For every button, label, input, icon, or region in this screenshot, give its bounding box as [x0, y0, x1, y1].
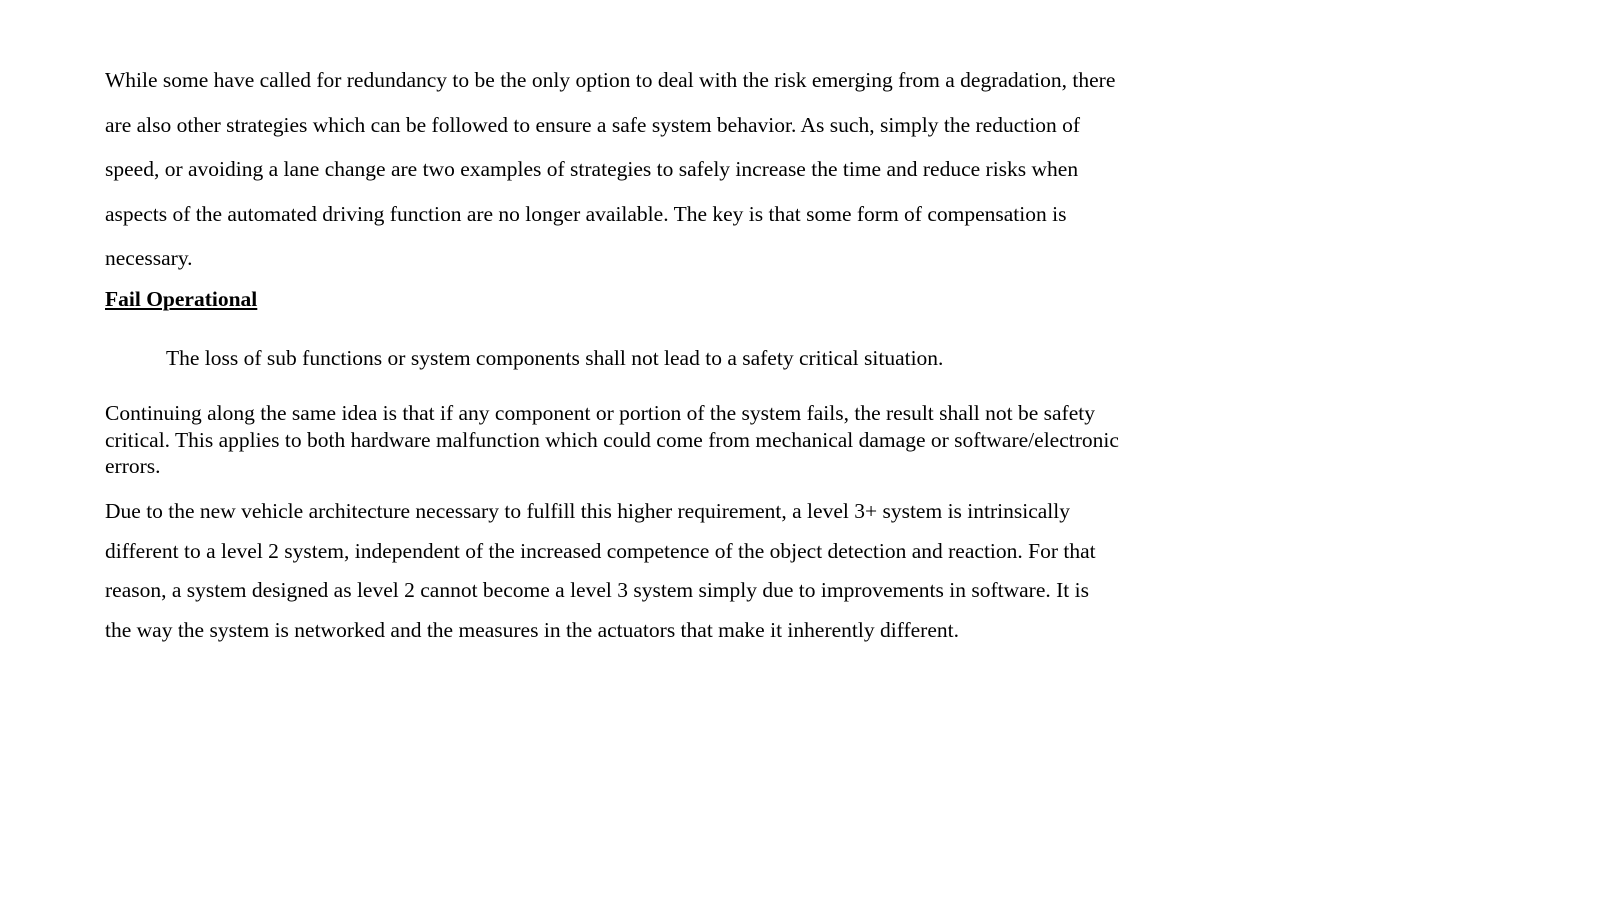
text-line: are also other strategies which can be followed to ensure a safe system behavior. As such, simply the reduction of [105, 112, 1080, 137]
text-line: Due to the new vehicle architecture necessary to fulfill this higher requirement, a level 3+ system is intrinsically [105, 499, 1070, 523]
definition-quote: The loss of sub functions or system components shall not lead to a safety critical situation. [166, 346, 944, 370]
text-line: necessary. [105, 246, 193, 270]
text-line: speed, or avoiding a lane change are two examples of strategies to safely increase the time and reduce risks when [105, 157, 1079, 181]
text-line: critical. This applies to both hardware malfunction which could come from mechanical damage or software/electronic [105, 427, 1119, 452]
paragraph-component-failure [105, 400, 1225, 480]
text-line: the way the system is networked and the measures in the actuators that make it inherently different. [105, 617, 959, 642]
text-line: errors. [105, 454, 161, 478]
text-line: While some have called for redundancy to be the only option to deal with the risk emerging from a degradation, there [105, 68, 1116, 92]
section-heading-fail-operational: Fail Operational [105, 287, 258, 311]
text-line: aspects of the automated driving function are no longer available. The key is that some form of compensation is [105, 201, 1067, 226]
text-line: different to a level 2 system, independent of the increased competence of the object detection and reaction. For that [105, 538, 1096, 563]
text-line: reason, a system designed as level 2 cannot become a level 3 system simply due to improvements in software. It is [105, 578, 1089, 602]
paragraph-redundancy [105, 58, 1225, 281]
text-line: Continuing along the same idea is that if any component or portion of the system fails, the result shall not be safety [105, 401, 1095, 425]
paragraph-vehicle-architecture [105, 492, 1225, 650]
